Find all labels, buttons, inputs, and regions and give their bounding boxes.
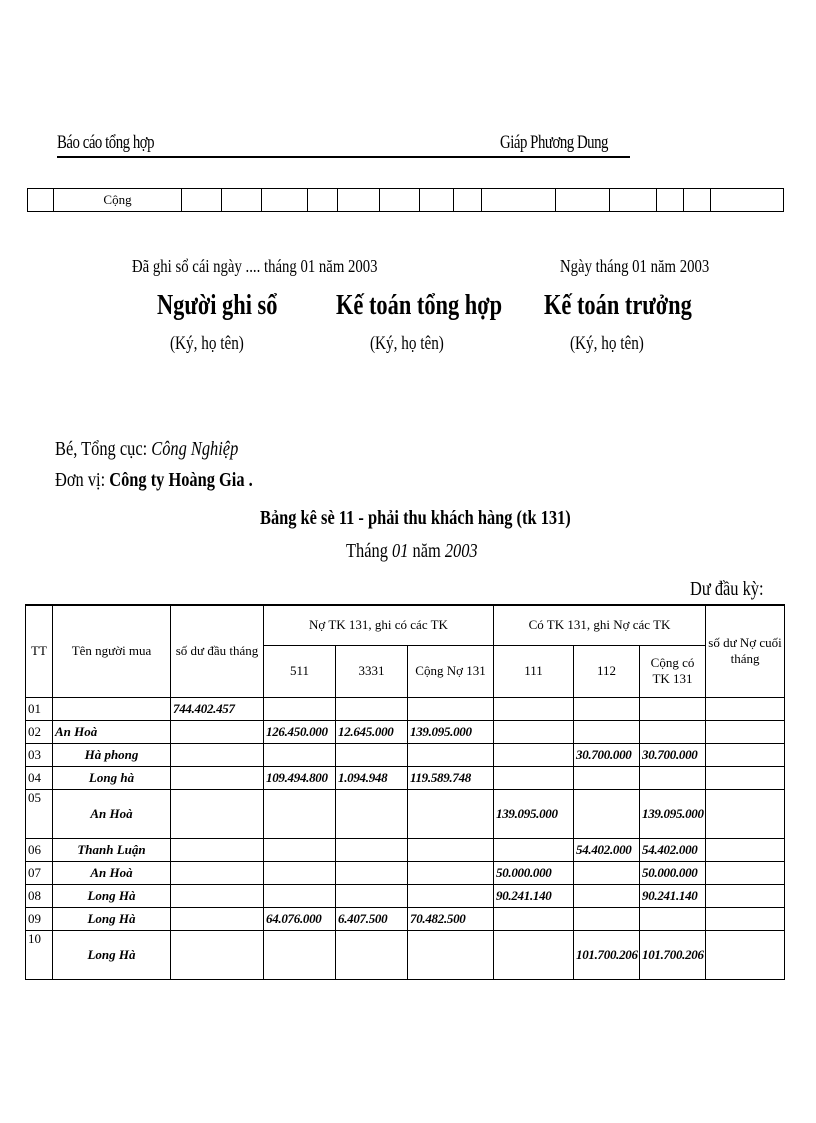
unit-line xyxy=(55,469,253,492)
cell-opening xyxy=(171,884,264,907)
table-row xyxy=(26,838,785,861)
cell-credit-total: 30.700.000 xyxy=(640,743,706,766)
table-row xyxy=(26,766,785,789)
cell-name: An Hoà xyxy=(53,789,171,838)
cell-debit-total xyxy=(408,884,494,907)
cell-3331 xyxy=(336,884,408,907)
cell-tt: 01 xyxy=(26,697,53,720)
cell-name: Thanh Luận xyxy=(53,838,171,861)
cell-112: 30.700.000 xyxy=(574,743,640,766)
col-header-tt: TT xyxy=(26,605,53,697)
cell-closing xyxy=(706,743,785,766)
year-label: năm xyxy=(412,540,441,562)
total-cell xyxy=(684,189,711,212)
cell-credit-total: 50.000.000 xyxy=(640,861,706,884)
cell-tt: 07 xyxy=(26,861,53,884)
ministry-value: Công Nghiệp xyxy=(151,438,239,460)
cell-3331 xyxy=(336,697,408,720)
opening-balance-label: Dư đầu kỳ: xyxy=(690,578,764,600)
signer-title-chief-accountant: Kế toán trưởng xyxy=(544,290,692,321)
cell-opening xyxy=(171,838,264,861)
report-title: Bảng kê sè 11 - phải thu khách hàng (tk 131) xyxy=(260,507,571,529)
cell-112 xyxy=(574,766,640,789)
col-header-closing: số dư Nợ cuối tháng xyxy=(706,605,785,697)
ministry-line xyxy=(55,438,238,461)
cell-tt: 05 xyxy=(26,789,53,838)
year-value: 2003 xyxy=(444,540,478,562)
ministry-label: Bé, Tổng cục: xyxy=(55,438,148,460)
cell-credit-total xyxy=(640,907,706,930)
month-value: 01 xyxy=(391,540,409,562)
month-label: Tháng xyxy=(346,540,388,562)
cell-111 xyxy=(494,930,574,979)
cell-name: Long Hà xyxy=(53,884,171,907)
recorded-date-line: Đã ghi sổ cái ngày .... tháng 01 năm 2003 xyxy=(132,256,378,276)
cell-name: Hà phong xyxy=(53,743,171,766)
cell-112: 101.700.206 xyxy=(574,930,640,979)
total-cell xyxy=(182,189,222,212)
cell-111 xyxy=(494,907,574,930)
table-row xyxy=(26,743,785,766)
col-header-buyer: Tên người mua xyxy=(53,605,171,697)
receivables-table xyxy=(25,604,785,980)
signer-title-recorder: Người ghi sổ xyxy=(157,290,278,321)
col-header-debit-total: Cộng Nợ 131 xyxy=(408,645,494,697)
cell-closing xyxy=(706,930,785,979)
cell-3331 xyxy=(336,743,408,766)
cell-opening: 744.402.457 xyxy=(171,697,264,720)
cell-name: An Hoà xyxy=(53,720,171,743)
header-underline xyxy=(57,156,630,158)
signer-note-general-accountant: (Ký, họ tên) xyxy=(370,333,444,354)
total-cell xyxy=(420,189,454,212)
total-cell xyxy=(711,189,784,212)
cell-111 xyxy=(494,697,574,720)
unit-value: Công ty Hoàng Gia . xyxy=(109,469,253,491)
cell-credit-total: 90.241.140 xyxy=(640,884,706,907)
cell-name xyxy=(53,697,171,720)
cell-closing xyxy=(706,861,785,884)
cell-closing xyxy=(706,838,785,861)
table-row xyxy=(26,789,785,838)
cell-name: Long Hà xyxy=(53,907,171,930)
cell-511 xyxy=(264,861,336,884)
cell-112 xyxy=(574,697,640,720)
cell-opening xyxy=(171,720,264,743)
cell-credit-total: 54.402.000 xyxy=(640,838,706,861)
cell-3331: 1.094.948 xyxy=(336,766,408,789)
table-row xyxy=(26,861,785,884)
col-group-debit: Nợ TK 131, ghi có các TK xyxy=(264,605,494,645)
cell-name: Long hà xyxy=(53,766,171,789)
cell-credit-total: 139.095.000 xyxy=(640,789,706,838)
cell-debit-total xyxy=(408,930,494,979)
cell-closing xyxy=(706,720,785,743)
signer-note-chief-accountant: (Ký, họ tên) xyxy=(570,333,644,354)
report-header-left: Báo cáo tổng hợp xyxy=(57,132,155,153)
cell-debit-total xyxy=(408,743,494,766)
cell-tt: 04 xyxy=(26,766,53,789)
cell-debit-total xyxy=(408,838,494,861)
cell-name: An Hoà xyxy=(53,861,171,884)
cell-111 xyxy=(494,766,574,789)
cell-closing xyxy=(706,884,785,907)
total-cell xyxy=(454,189,482,212)
cell-closing xyxy=(706,697,785,720)
total-cell xyxy=(482,189,556,212)
cell-112 xyxy=(574,720,640,743)
col-group-credit: Có TK 131, ghi Nợ các TK xyxy=(494,605,706,645)
cell-3331 xyxy=(336,789,408,838)
cell-3331 xyxy=(336,861,408,884)
cell-closing xyxy=(706,907,785,930)
cell-511: 64.076.000 xyxy=(264,907,336,930)
cell-3331 xyxy=(336,838,408,861)
cell-opening xyxy=(171,789,264,838)
cell-511: 109.494.800 xyxy=(264,766,336,789)
cell-3331: 6.407.500 xyxy=(336,907,408,930)
cell-tt: 10 xyxy=(26,930,53,979)
cell-opening xyxy=(171,861,264,884)
cell-debit-total: 119.589.748 xyxy=(408,766,494,789)
cell-112 xyxy=(574,861,640,884)
cell-credit-total xyxy=(640,697,706,720)
cell-511 xyxy=(264,838,336,861)
col-header-111: 111 xyxy=(494,645,574,697)
cell-111 xyxy=(494,838,574,861)
total-cell xyxy=(556,189,610,212)
table-row xyxy=(26,884,785,907)
cell-511 xyxy=(264,743,336,766)
cell-111: 50.000.000 xyxy=(494,861,574,884)
cell-511: 126.450.000 xyxy=(264,720,336,743)
table-row xyxy=(26,907,785,930)
table-row xyxy=(26,697,785,720)
cell-111: 139.095.000 xyxy=(494,789,574,838)
cell-tt: 02 xyxy=(26,720,53,743)
col-header-3331: 3331 xyxy=(336,645,408,697)
cell-3331: 12.645.000 xyxy=(336,720,408,743)
cell-name: Long Hà xyxy=(53,930,171,979)
signer-title-general-accountant: Kế toán tổng hợp xyxy=(336,290,503,321)
signer-note-recorder: (Ký, họ tên) xyxy=(170,333,244,354)
table-row xyxy=(26,720,785,743)
total-cell xyxy=(262,189,308,212)
col-header-511: 511 xyxy=(264,645,336,697)
cell-tt: 06 xyxy=(26,838,53,861)
cell-credit-total: 101.700.206 xyxy=(640,930,706,979)
cell-tt: 09 xyxy=(26,907,53,930)
cell-debit-total xyxy=(408,789,494,838)
cell-3331 xyxy=(336,930,408,979)
cell-111 xyxy=(494,743,574,766)
col-header-credit-total: Cộng có TK 131 xyxy=(640,645,706,697)
col-header-opening: số dư đầu tháng xyxy=(171,605,264,697)
cell-debit-total xyxy=(408,697,494,720)
total-cell xyxy=(28,189,54,212)
cell-111 xyxy=(494,720,574,743)
signing-date-line: Ngày tháng 01 năm 2003 xyxy=(560,256,710,276)
total-cell xyxy=(380,189,420,212)
cell-511 xyxy=(264,884,336,907)
table-row xyxy=(26,930,785,979)
total-row-table xyxy=(27,188,784,212)
cell-112 xyxy=(574,884,640,907)
cell-511 xyxy=(264,789,336,838)
cell-opening xyxy=(171,743,264,766)
cell-111: 90.241.140 xyxy=(494,884,574,907)
cell-tt: 08 xyxy=(26,884,53,907)
cell-511 xyxy=(264,697,336,720)
cell-credit-total xyxy=(640,720,706,743)
total-label: Cộng xyxy=(54,189,182,212)
cell-debit-total xyxy=(408,861,494,884)
report-period xyxy=(346,540,478,563)
total-cell xyxy=(338,189,380,212)
cell-closing xyxy=(706,789,785,838)
total-cell xyxy=(610,189,657,212)
cell-tt: 03 xyxy=(26,743,53,766)
cell-debit-total: 70.482.500 xyxy=(408,907,494,930)
total-cell xyxy=(222,189,262,212)
cell-opening xyxy=(171,907,264,930)
col-header-112: 112 xyxy=(574,645,640,697)
cell-opening xyxy=(171,766,264,789)
total-cell xyxy=(657,189,684,212)
cell-closing xyxy=(706,766,785,789)
cell-112: 54.402.000 xyxy=(574,838,640,861)
cell-112 xyxy=(574,907,640,930)
cell-credit-total xyxy=(640,766,706,789)
total-cell xyxy=(308,189,338,212)
cell-511 xyxy=(264,930,336,979)
cell-112 xyxy=(574,789,640,838)
cell-opening xyxy=(171,930,264,979)
unit-label: Đơn vị: xyxy=(55,469,106,491)
report-header-right: Giáp Phương Dung xyxy=(500,132,609,153)
cell-debit-total: 139.095.000 xyxy=(408,720,494,743)
